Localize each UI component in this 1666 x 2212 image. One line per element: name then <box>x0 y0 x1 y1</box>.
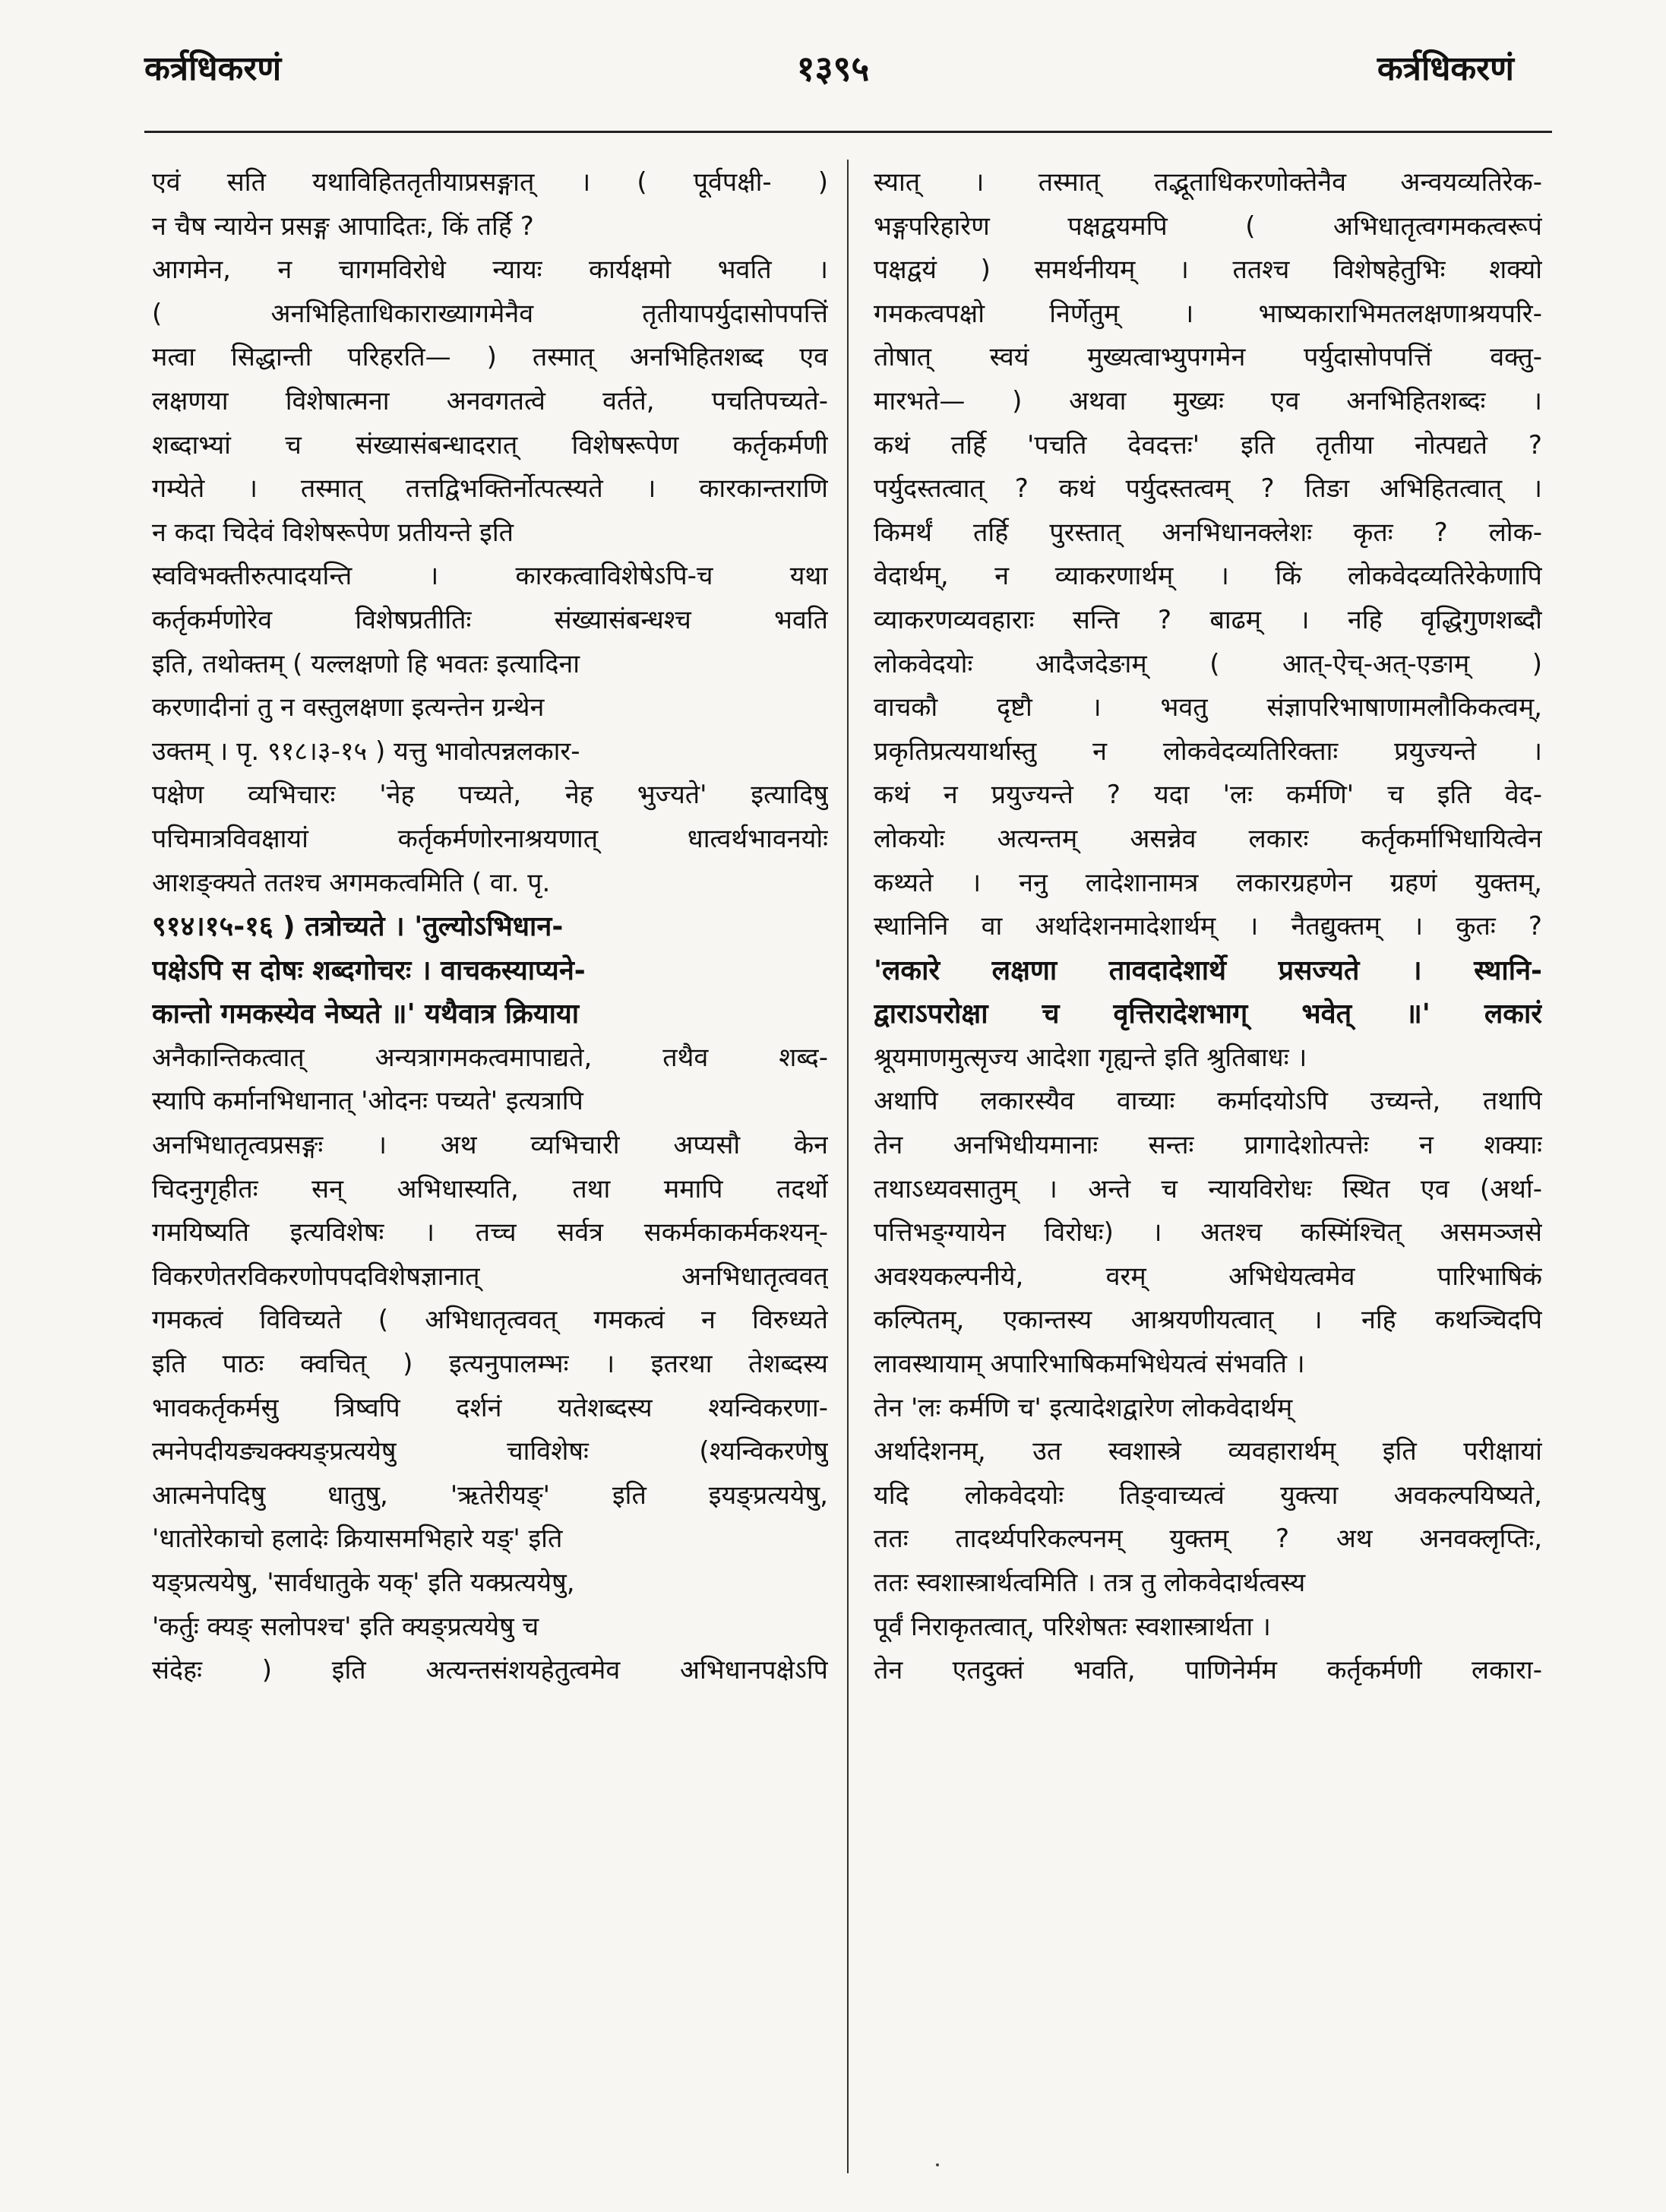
text-line: लक्षणया विशेषात्मना अनवगतत्वे वर्तते, पचतिपच्यते- <box>152 385 828 416</box>
text-line: इति पाठः क्वचित् ) इत्यनुपालम्भः । इतरथा तेशब्दस्य <box>152 1349 828 1380</box>
print-speck <box>936 2163 939 2166</box>
text-line: पूर्वं निराकृतत्वात्, परिशेषतः स्वशास्त्रार्थता । <box>874 1611 1271 1642</box>
text-line: गम्येते । तस्मात् तत्तद्विभक्तिर्नोत्पत्स्यते । कारकान्तराणि <box>152 473 828 505</box>
text-line: आगमेन, न चागमविरोधे न्यायः कार्यक्षमो भवति । <box>152 255 828 286</box>
text-line: गमकत्वपक्षो निर्णेतुम् । भाष्यकाराभिमतलक्षणाश्रयपरि- <box>874 298 1542 329</box>
text-line: भङ्गपरिहारेण पक्षद्वयमपि ( अभिधातृत्वगमकत्वरूपं <box>874 210 1542 242</box>
text-line: स्यात् । तस्मात् तद्भूताधिकरणोक्तेनैव अन्वयव्यतिरेक- <box>874 167 1542 198</box>
text-line: गमयिष्यति इत्यविशेषः । तच्च सर्वत्र सकर्मकाकर्मकश्यन्- <box>152 1217 828 1248</box>
text-line: त्मनेपदीयङ्यक्क्यङ्प्रत्ययेषु चाविशेषः (श्यन्विकरणेषु <box>152 1436 828 1467</box>
text-line: उक्तम् । पृ. ९१८।३-१५ ) यत्तु भावोत्पन्नलकार- <box>152 736 580 767</box>
text-line: वेदार्थम्, न व्याकरणार्थम् । किं लोकवेदव्यतिरेकेणापि <box>874 561 1542 592</box>
text-line: तेन अनभिधीयमानाः सन्तः प्रागादेशोत्पत्तेः न शक्याः <box>874 1130 1542 1161</box>
text-line: शब्दाभ्यां च संख्यासंबन्धादरात् विशेषरूपेण कर्तृकर्मणी <box>152 429 828 460</box>
text-line: प्रकृतिप्रत्ययार्थास्तु न लोकवेदव्यतिरिक्ताः प्रयुज्यन्ते । <box>874 736 1542 767</box>
text-line: द्वाराऽपरोक्षा च वृत्तिरादेशभाग् भवेत् ॥' लकारं <box>874 998 1542 1030</box>
text-line: न चैष न्यायेन प्रसङ्ग आपादितः, किं तर्हि ? <box>152 210 534 242</box>
text-line: कान्तो गमकस्येव नेष्यते ॥' यथैवात्र क्रियाया <box>152 998 580 1030</box>
text-line: स्वविभक्तीरुत्पादयन्ति । कारकत्वाविशेषेऽपि-च यथा <box>152 561 828 592</box>
text-line: पचिमात्रविवक्षायां कर्तृकर्मणोरनाश्रयणात् धात्वर्थभावनयोः <box>152 823 828 854</box>
text-line: लोकयोः अत्यन्तम् असन्नेव लकारः कर्तृकर्माभिधायित्वेन <box>874 823 1542 854</box>
text-line: विकरणेतरविकरणोपपदविशेषज्ञानात् अनभिधातृत्ववत् <box>152 1261 828 1292</box>
text-line: करणादीनां तु न वस्तुलक्षणा इत्यन्तेन ग्रन्थेन <box>152 692 545 723</box>
text-line: अनैकान्तिकत्वात् अन्यत्रागमकत्वमापाद्यते, तथैव शब्द- <box>152 1042 828 1073</box>
column-divider <box>847 160 849 2173</box>
text-line: ( अनभिहिताधिकाराख्यागमेनैव तृतीयापर्युदासोपपत्तिं <box>152 298 828 329</box>
text-line: मारभते— ) अथवा मुख्यः एव अनभिहितशब्दः । <box>874 385 1542 416</box>
text-line: अथापि लकारस्यैव वाच्याः कर्मादयोऽपि उच्यन्ते, तथापि <box>874 1086 1542 1117</box>
running-head-right: कर्त्रधिकरणं <box>1377 49 1514 88</box>
text-line: गमकत्वं विविच्यते ( अभिधातृत्ववत् गमकत्वं न विरुध्यते <box>152 1305 828 1336</box>
text-line: ततः तादर्थ्यपरिकल्पनम् युक्तम् ? अथ अनवक्लृप्तिः, <box>874 1524 1542 1555</box>
text-line: कथं तर्हि 'पचति देवदत्तः' इति तृतीया नोत्पद्यते ? <box>874 429 1542 460</box>
text-line: 'लकारे लक्षणा तावदादेशार्थे प्रसज्यते । स्थानि- <box>874 954 1542 986</box>
text-line: पत्तिभङ्ग्यायेन विरोधः) । अतश्च कस्मिंश्चित् असमञ्जसे <box>874 1217 1542 1248</box>
text-line: आत्मनेपदिषु धातुषु, 'ऋतेरीयङ्' इति इयङ्प्रत्ययेषु, <box>152 1479 828 1511</box>
text-line: भावकर्तृकर्मसु त्रिष्वपि दर्शनं यतेशब्दस्य श्यन्विकरणा- <box>152 1392 828 1423</box>
header-rule <box>144 131 1552 133</box>
text-line: ९१४।१५-१६ ) तत्रोच्यते । 'तुल्योऽभिधान- <box>152 911 564 943</box>
text-line: तोषात् स्वयं मुख्यत्वाभ्युपगमेन पर्युदासोपपत्तिं वक्तु- <box>874 342 1542 373</box>
text-line: आशङ्क्यते ततश्च अगमकत्वमिति ( वा. पृ. <box>152 867 551 898</box>
page-number: १३९५ <box>796 48 870 89</box>
text-line: कर्तृकर्मणोरेव विशेषप्रतीतिः संख्यासंबन्धश्च भवति <box>152 604 828 635</box>
text-line: न कदा चिदेवं विशेषरूपेण प्रतीयन्ते इति <box>152 517 514 548</box>
text-line: तेन 'लः कर्मणि च' इत्यादेशद्वारेण लोकवेदार्थम् <box>874 1392 1293 1423</box>
text-line: कथं न प्रयुज्यन्ते ? यदा 'लः कर्मणि' च इति वेद- <box>874 780 1542 811</box>
text-line: पक्षद्वयं ) समर्थनीयम् । ततश्च विशेषहेतुभिः शक्यो <box>874 255 1542 286</box>
text-line: अर्थादेशनम्, उत स्वशास्त्रे व्यवहारार्थम् इति परीक्षायां <box>874 1436 1542 1467</box>
text-line: एवं सति यथाविहिततृतीयाप्रसङ्गात् । ( पूर्वपक्षी- ) <box>152 167 828 198</box>
text-line: पक्षेऽपि स दोषः शब्दगोचरः । वाचकस्याप्यने- <box>152 954 586 986</box>
text-line: स्थानिनि वा अर्थादेशनमादेशार्थम् । नैतद्युक्तम् । कुतः ? <box>874 911 1542 942</box>
text-line: यदि लोकवेदयोः तिङ्वाच्यत्वं युक्त्या अवकल्पयिष्यते, <box>874 1479 1542 1511</box>
text-line: कल्पितम्, एकान्तस्य आश्रयणीयत्वात् । नहि कथञ्चिदपि <box>874 1305 1542 1336</box>
text-line: लोकवेदयोः आदैजदेङाम् ( आत्-ऐच्-अत्-एङाम् ) <box>874 648 1542 679</box>
text-line: तथाऽध्यवसातुम् । अन्ते च न्यायविरोधः स्थित एव (अर्था- <box>874 1173 1542 1204</box>
text-line: यङ्प्रत्ययेषु, 'सार्वधातुके यक्' इति यक्प्रत्ययेषु, <box>152 1568 575 1598</box>
text-line: कथ्यते । ननु लादेशानामत्र लकारग्रहणेन ग्रहणं युक्तम्, <box>874 867 1542 898</box>
text-line: 'कर्तुः क्यङ् सलोपश्च' इति क्यङ्प्रत्ययेषु च <box>152 1611 539 1642</box>
right-column <box>874 161 1542 1693</box>
text-line: संदेहः ) इति अत्यन्तसंशयहेतुत्वमेव अभिधानपक्षेऽपि <box>152 1655 828 1686</box>
text-line: अनभिधातृत्वप्रसङ्गः । अथ व्यभिचारी अप्यसौ केन <box>152 1130 828 1161</box>
text-line: पर्युदस्तत्वात् ? कथं पर्युदस्तत्वम् ? तिङा अभिहितत्वात् । <box>874 473 1542 505</box>
running-head-left: कर्त्रधिकरणं <box>144 49 282 88</box>
text-line: 'धातोरेकाचो हलादेः क्रियासमभिहारे यङ्' इति <box>152 1524 563 1555</box>
text-line: लावस्थायाम् अपारिभाषिकमभिधेयत्वं संभवति । <box>874 1349 1305 1380</box>
text-line: किमर्थं तर्हि पुरस्तात् अनभिधानक्लेशः कृतः ? लोक- <box>874 517 1542 548</box>
text-line: श्रूयमाणमुत्सृज्य आदेशा गृह्यन्ते इति श्रुतिबाधः । <box>874 1042 1307 1073</box>
text-line: तेन एतदुक्तं भवति, पाणिनेर्मम कर्तृकर्मणी लकारा- <box>874 1655 1542 1686</box>
text-line: स्यापि कर्मानभिधानात् 'ओदनः पच्यते' इत्यत्रापि <box>152 1086 583 1117</box>
text-line: मत्वा सिद्धान्ती परिहरति— ) तस्मात् अनभिहितशब्द एव <box>152 342 828 373</box>
text-line: ततः स्वशास्त्रार्थत्वमिति । तत्र तु लोकवेदार्थत्वस्य <box>874 1568 1306 1598</box>
text-line: पक्षेण व्यभिचारः 'नेह पच्यते, नेह भुज्यते' इत्यादिषु <box>152 780 828 811</box>
text-line: अवश्यकल्पनीये, वरम् अभिधेयत्वमेव पारिभाषिकं <box>874 1261 1542 1292</box>
left-column <box>152 161 828 1693</box>
text-line: चिदनुगृहीतः सन् अभिधास्यति, तथा ममापि तदर्थो <box>152 1173 828 1204</box>
text-line: इति, तथोक्तम् ( यल्लक्षणो हि भवतः इत्यादिना <box>152 648 580 679</box>
text-line: व्याकरणव्यवहाराः सन्ति ? बाढम् । नहि वृद्धिगुणशब्दौ <box>874 604 1542 635</box>
text-line: वाचकौ दृष्टौ । भवतु संज्ञापरिभाषाणामलौकिकत्वम्, <box>874 692 1542 723</box>
